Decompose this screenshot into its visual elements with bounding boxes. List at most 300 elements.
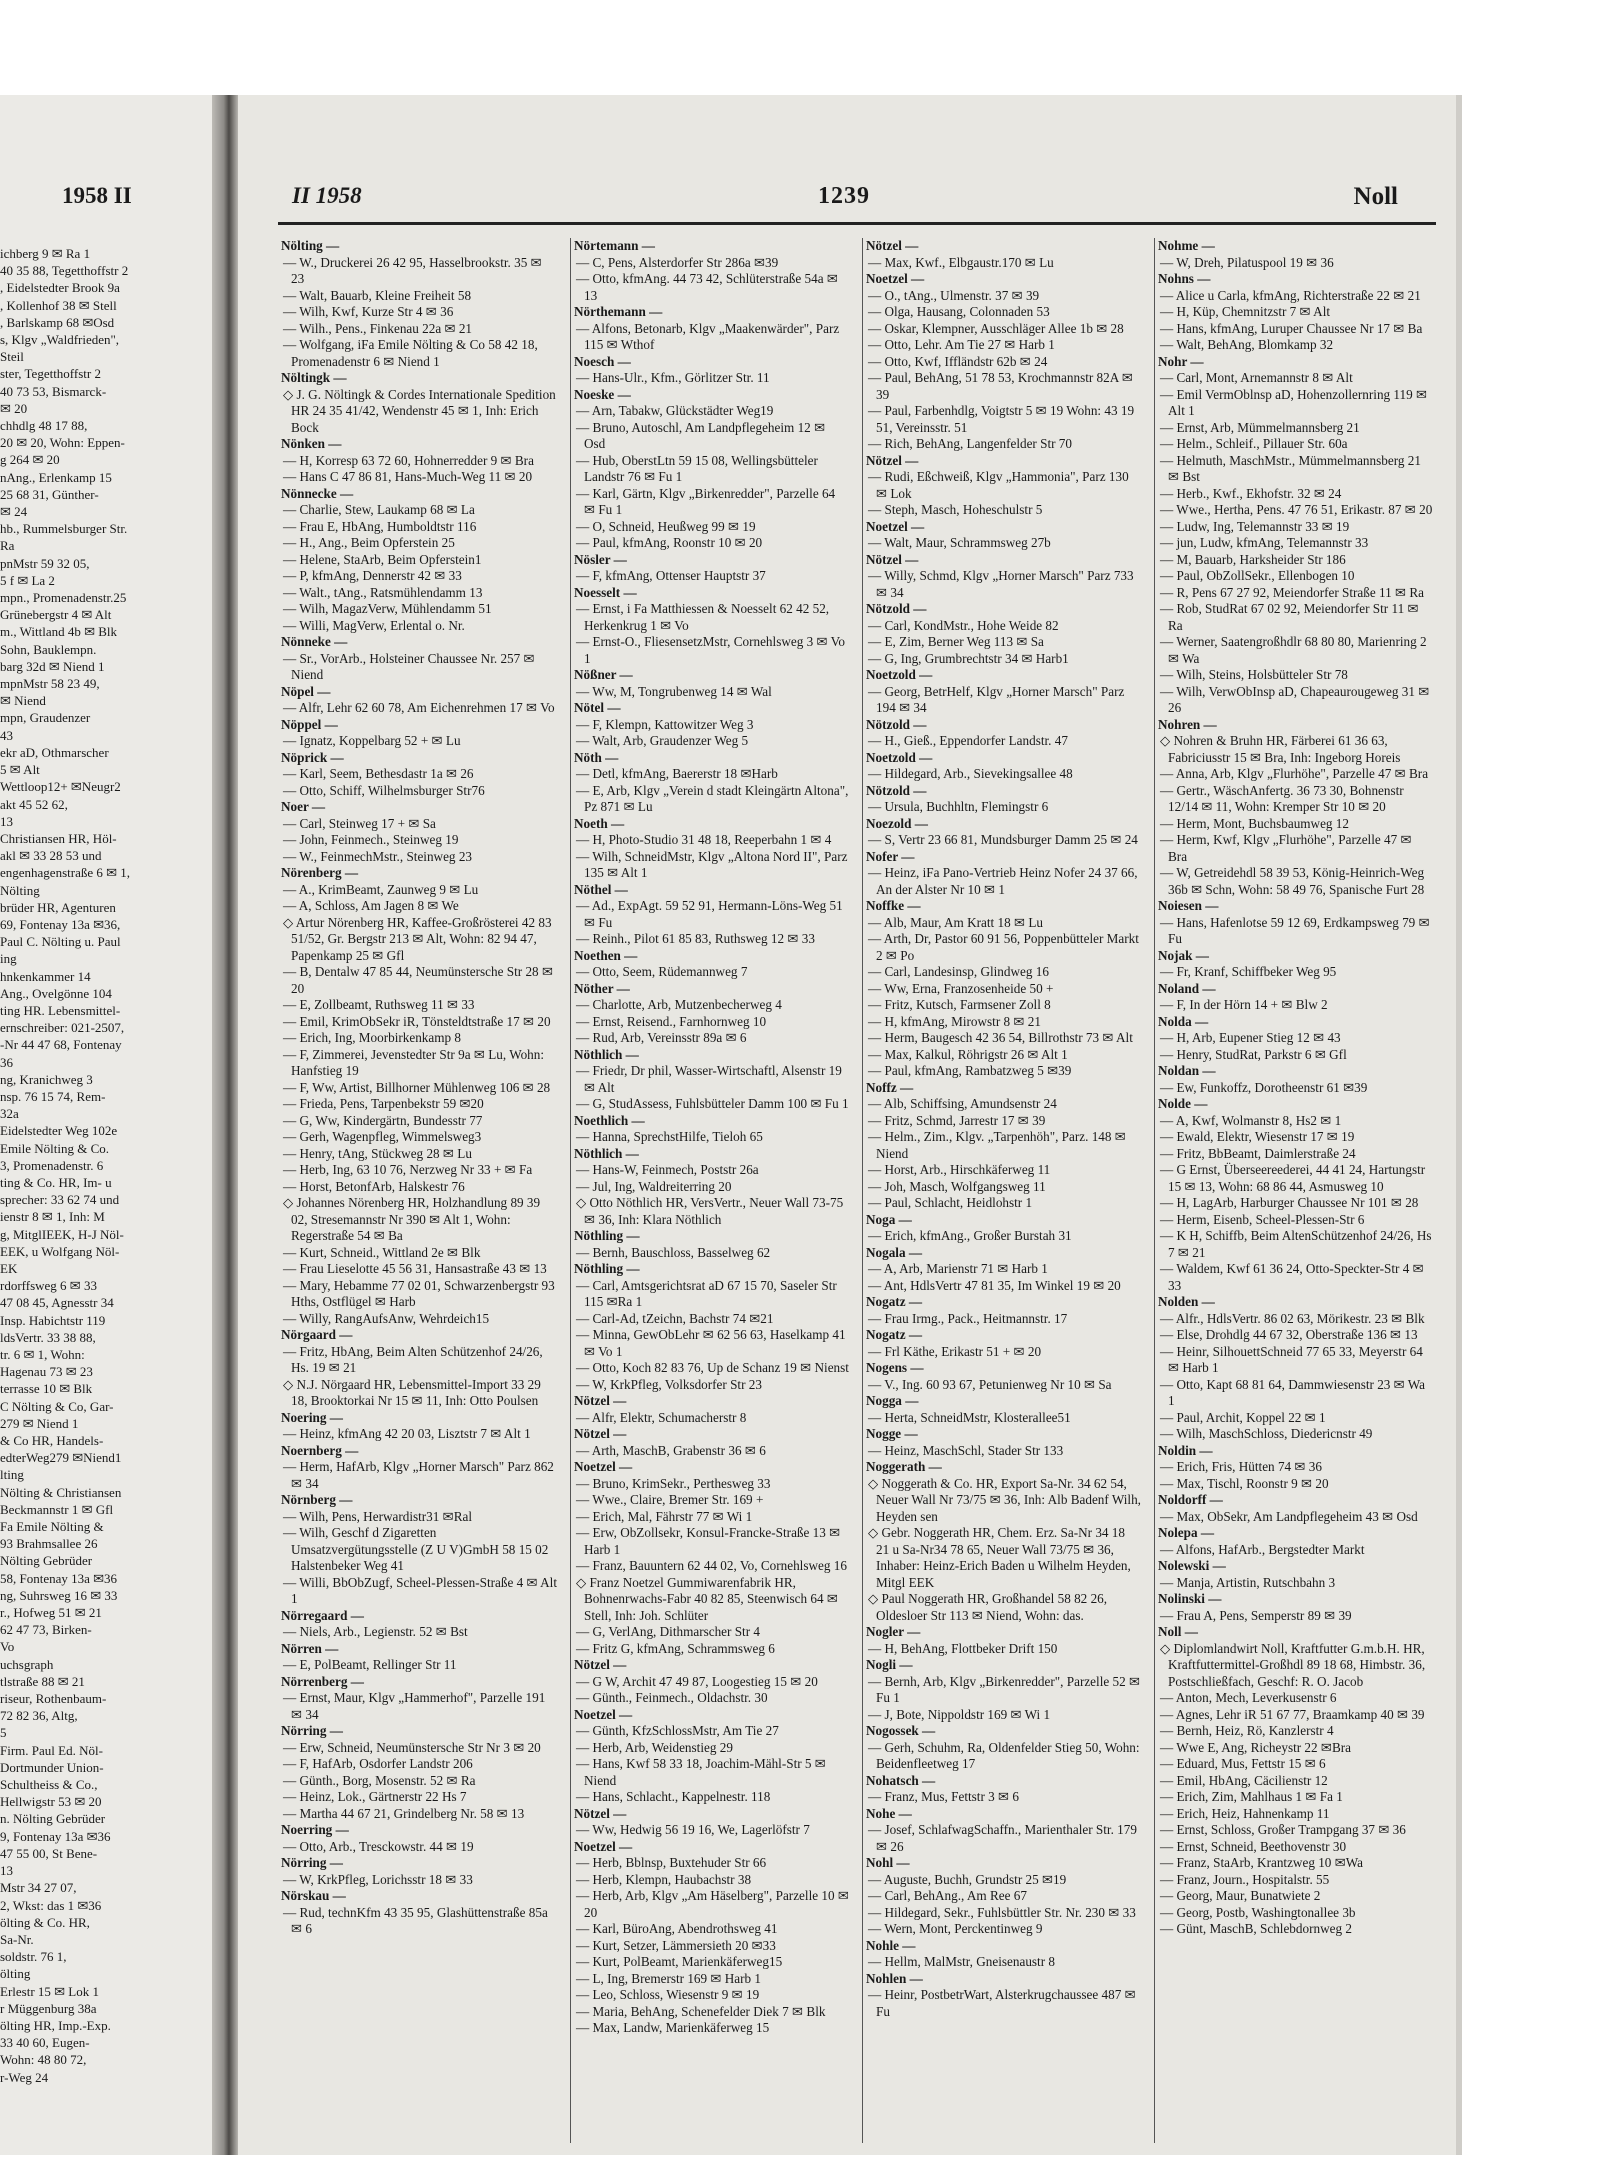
directory-entry: — Oskar, Klempner, Ausschläger Allee 1b ✉ 28: [868, 320, 1124, 336]
surname-heading: Nöprick —: [281, 749, 344, 765]
left-line: r-Weg 24: [0, 2069, 49, 2085]
directory-entry: — Otto, Schiff, Wilhelmsburger Str76: [283, 782, 485, 798]
directory-entry: — Herb, Ing, 63 10 76, Nerzweg Nr 33 + ✉ Fa: [283, 1162, 533, 1177]
directory-entry: — Willy, RangAufsAnw, Wehrdeich15: [283, 1310, 490, 1326]
directory-entry: — Herb., Kwf., Ekhofstr. 32 ✉ 24: [1160, 485, 1342, 501]
directory-entry: — Alb, Schiffsing, Amundsenstr 24: [868, 1096, 1057, 1111]
page-number: 1239: [818, 183, 870, 209]
surname-heading: Nöltingk —: [281, 370, 347, 385]
left-line: Eidelstedter Weg 102e: [0, 1123, 118, 1139]
directory-entry: — W., Druckerei 26 42 95, Hasselbrookstr. 35 ✉ 23: [283, 254, 542, 286]
surname-heading: Noetzel —: [866, 518, 925, 534]
left-line: r Müggenburg 38a: [0, 2000, 97, 2016]
directory-entry: — G, VerlAng, Dithmarscher Str 4: [576, 1624, 760, 1639]
left-line: ting & Co. HR, Im- u: [0, 1174, 112, 1190]
directory-entry: — Ursula, Buchhltn, Flemingstr 6: [868, 799, 1049, 814]
directory-entry: — Rud, Arb, Vereinsstr 89a ✉ 6: [576, 1030, 747, 1045]
directory-entry: — Carl, Steinweg 17 + ✉ Sa: [283, 815, 436, 831]
surname-heading: Nönnecke —: [281, 485, 354, 501]
directory-entry: — A, Kwf, Wolmanstr 8, Hs2 ✉ 1: [1160, 1112, 1342, 1128]
directory-entry: — Carl, Amtsgerichtsrat aD 67 15 70, Saseler Str 115 ✉Ra 1: [576, 1277, 837, 1309]
directory-entry: ◇ Otto Nöthlich HR, VersVertr., Neuer Wall 73-75 ✉ 36, Inh: Klara Nöthlich: [576, 1195, 844, 1227]
left-line: riseur, Rothenbaum-: [0, 1691, 107, 1707]
left-line: n. Nölting Gebrüder: [0, 1811, 106, 1827]
surname-heading: Nötzold —: [866, 782, 927, 798]
directory-entry: — Willi, MagVerw, Erlental o. Nr.: [283, 617, 465, 633]
surname-heading: Nörrenberg —: [281, 1673, 364, 1689]
directory-entry: — Ant, HdlsVertr 47 81 35, Im Winkel 19 ✉ 20: [868, 1277, 1121, 1293]
directory-entry: — Detl, kfmAng, Baererstr 18 ✉Harb: [576, 766, 778, 781]
directory-entry: — Ernst-O., FliesensetzMstr, Cornehlsweg 3 ✉ Vo 1: [576, 634, 846, 666]
directory-entry: — Wilh, SchneidMstr, Klgv „Altona Nord II", Parz 135 ✉ Alt 1: [576, 848, 848, 880]
left-line: Beckmannstr 1 ✉ Gfl: [0, 1501, 114, 1517]
directory-entry: — Bernh, Arb, Klgv „Birkenredder", Parzelle 52 ✉ Fu 1: [868, 1673, 1141, 1705]
surname-heading: Nötzold —: [866, 716, 927, 732]
left-line: engenhagenstraße 6 ✉ 1,: [0, 865, 131, 881]
directory-entry: — Herta, SchneidMstr, Klosterallee51: [868, 1409, 1071, 1425]
surname-heading: Noetzel —: [574, 1838, 633, 1854]
directory-entry: — Paul, Farbenhdlg, Voigtstr 5 ✉ 19 Wohn: 43 19 51, Vereinsstr. 51: [868, 403, 1135, 435]
left-line: mpnMstr 58 23 49,: [0, 676, 100, 692]
surname-heading: Nörskau —: [281, 1888, 346, 1903]
left-line: Steil: [0, 349, 24, 365]
left-line: 62 47 73, Birken-: [0, 1622, 92, 1638]
directory-entry: — Wern, Mont, Perckentinweg 9: [868, 1921, 1043, 1936]
directory-entry: — Herb, Klempn, Haubachstr 38: [576, 1871, 752, 1887]
directory-entry: — Walt, BehAng, Blomkamp 32: [1160, 337, 1334, 352]
surname-heading: Nöther —: [574, 980, 630, 996]
left-line: 47 08 45, Agnesstr 34: [0, 1295, 114, 1311]
directory-entry: — Carl, Mont, Arnemannstr 8 ✉ Alt: [1160, 370, 1353, 385]
directory-entry: — Fritz, Schmd, Jarrestr 17 ✉ 39: [868, 1112, 1046, 1128]
directory-entry: ◇ Franz Noetzel Gummiwarenfabrik HR, Bohnenrwachs-Fabr 40 82 85, Steenwisch 64 ✉ Stell, Inh: Joh. Schlüter: [576, 1574, 838, 1623]
left-line: 69, Fontenay 13a ✉36,: [0, 916, 121, 932]
left-line: Paul C. Nölting u. Paul: [0, 934, 121, 950]
directory-entry: — Fritz, BbBeamt, Daimlerstraße 24: [1160, 1145, 1356, 1161]
directory-entry: — R, Pens 67 27 92, Meiendorfer Straße 11 ✉ Ra: [1160, 584, 1425, 600]
surname-heading: Noetzel —: [574, 1706, 633, 1722]
surname-heading: Nolepa —: [1158, 1525, 1215, 1540]
left-line: 5 ✉ Alt: [0, 762, 40, 778]
directory-entry: — Heinz, MaschSchl, Stader Str 133: [868, 1442, 1064, 1458]
column-3: [862, 238, 1144, 2143]
left-line: soldstr. 76 1,: [0, 1949, 67, 1965]
directory-entry: — Henry, StudRat, Parkstr 6 ✉ Gfl: [1160, 1046, 1347, 1062]
directory-entry: — Hans, Hafenlotse 59 12 69, Erdkampsweg 79 ✉ Fu: [1160, 914, 1430, 946]
directory-entry: — Agnes, Lehr iR 51 67 77, Braamkamp 40 ✉ 39: [1160, 1706, 1425, 1722]
left-line: Dortmunder Union-: [0, 1759, 104, 1775]
directory-entry: — Rud, technKfm 43 35 95, Glashüttenstraße 85a ✉ 6: [283, 1904, 548, 1936]
left-line: 25 68 31, Günther-: [0, 486, 99, 502]
surname-heading: Noerring —: [281, 1822, 349, 1837]
directory-entry: — Rob, StudRat 67 02 92, Meiendorfer Str 11 ✉ Ra: [1160, 601, 1419, 633]
left-line: g 264 ✉ 20: [0, 452, 60, 468]
directory-entry: — Henry, tAng, Stückweg 28 ✉ Lu: [283, 1145, 472, 1161]
directory-entry: — Hans-Ulr., Kfm., Görlitzer Str. 11: [576, 370, 770, 385]
directory-entry: — Herb, Arb, Weidenstieg 29: [576, 1739, 733, 1755]
left-line: m., Wittland 4b ✉ Blk: [0, 624, 118, 640]
directory-entry: — Frau Lieselotte 45 56 31, Hansastraße 43 ✉ 13: [283, 1261, 547, 1276]
left-line: & Co HR, Handels-: [0, 1433, 104, 1449]
directory-entry: — Josef, SchlafwagSchaffn., Marienthaler Str. 179 ✉ 26: [868, 1822, 1137, 1854]
surname-heading: Noeth —: [574, 815, 625, 831]
directory-entry: — Günt, MaschB, Schlebdornweg 2: [1160, 1921, 1352, 1936]
directory-entry: — Ewald, Elektr, Wiesenstr 17 ✉ 19: [1160, 1129, 1355, 1144]
directory-entry: — Manja, Artistin, Rutschbahn 3: [1160, 1574, 1336, 1590]
directory-entry: — G W, Archit 47 49 87, Loogestieg 15 ✉ 20: [576, 1673, 818, 1689]
directory-entry: — W, KrkPfleg, Lorichsstr 18 ✉ 33: [283, 1871, 473, 1887]
directory-entry: — Anna, Arb, Klgv „Flurhöhe", Parzelle 47 ✉ Bra: [1160, 766, 1429, 781]
directory-entry: — Frau Irmg., Pack., Heitmannstr. 17: [868, 1310, 1068, 1326]
directory-entry: — Emil, KrimObSekr iR, Tönsteldtstraße 17 ✉ 20: [283, 1013, 551, 1029]
directory-entry: — Walt, Arb, Graudenzer Weg 5: [576, 733, 749, 748]
directory-entry: — Carl-Ad, tZeichn, Bachstr 74 ✉21: [576, 1310, 774, 1326]
directory-entry: — W, Dreh, Pilatuspool 19 ✉ 36: [1160, 254, 1334, 270]
directory-entry: — Frieda, Pens, Tarpenbekstr 59 ✉20: [283, 1096, 484, 1111]
directory-entry: — John, Feinmech., Steinweg 19: [283, 832, 459, 847]
left-line: Wohn: 48 80 72,: [0, 2052, 87, 2068]
guide-word: Noll: [1353, 183, 1398, 210]
directory-entry: — H, LagArb, Harburger Chaussee Nr 101 ✉ 28: [1160, 1195, 1419, 1210]
left-line: lting: [0, 1467, 24, 1483]
directory-entry: — Franz, Bauuntern 62 44 02, Vo, Cornehlsweg 16: [576, 1558, 847, 1573]
surname-heading: Nogga —: [866, 1393, 919, 1408]
directory-entry: — jun, Ludw, kfmAng, Telemannstr 33: [1160, 535, 1369, 550]
left-line: C Nölting & Co, Gar-: [0, 1398, 114, 1414]
left-line: Hagenau 73 ✉ 23: [0, 1364, 93, 1380]
left-line: 58, Fontenay 13a ✉36: [0, 1570, 118, 1586]
left-line: ldsVertr. 33 38 88,: [0, 1329, 96, 1345]
surname-heading: Noer —: [281, 799, 326, 814]
surname-heading: Nolewski —: [1158, 1558, 1226, 1573]
directory-entry: — Otto, Kapt 68 81 64, Dammwiesenstr 23 ✉ Wa 1: [1160, 1376, 1426, 1408]
left-line: ✉ 24: [0, 504, 28, 520]
directory-entry: — Paul, Schlacht, Heidlohstr 1: [868, 1195, 1033, 1210]
directory-entry: — W., FeinmechMstr., Steinweg 23: [283, 848, 473, 864]
directory-entry: — F, Zimmerei, Jevenstedter Str 9a ✉ Lu, Wohn: Hanfstieg 19: [283, 1046, 545, 1078]
left-line: Schultheiss & Co.,: [0, 1777, 98, 1793]
surname-heading: Nötzel —: [574, 1393, 627, 1408]
left-line: ting HR. Lebensmittel-: [0, 1002, 121, 1018]
directory-entry: — Walt., tAng., Ratsmühlendamm 13: [283, 584, 483, 600]
surname-heading: Nösler —: [574, 551, 627, 567]
directory-entry: — Helmuth, MaschMstr., Mümmelmannsberg 21 ✉ Bst: [1160, 452, 1421, 484]
directory-entry: — Steph, Masch, Hoheschulstr 5: [868, 502, 1043, 517]
directory-entry: — Helene, StaArb, Beim Opferstein1: [283, 551, 482, 567]
directory-entry: — Hub, OberstLtn 59 15 08, Wellingsbütteler Landstr 76 ✉ Fu 1: [576, 452, 818, 484]
surname-heading: Noga —: [866, 1211, 912, 1227]
directory-entry: — Alice u Carla, kfmAng, Richterstraße 22 ✉ 21: [1160, 287, 1421, 303]
directory-entry: — Bernh, Bauschloss, Basselweg 62: [576, 1244, 771, 1260]
directory-entry: — Helm., Schleif., Pillauer Str. 60a: [1160, 436, 1348, 451]
surname-heading: Nönken —: [281, 436, 342, 451]
surname-heading: Nöpel —: [281, 683, 331, 699]
left-line: hb., Rummelsburger Str.: [0, 521, 128, 537]
directory-entry: — Carl, Landesinsp, Glindweg 16: [868, 964, 1049, 979]
directory-entry: — Kurt, Setzer, Lämmersieth 20 ✉33: [576, 1937, 776, 1953]
directory-entry: — Wilh, VerwObInsp aD, Chapeaurougeweg 31 ✉ 26: [1160, 683, 1430, 715]
column-2: [570, 238, 852, 2143]
surname-heading: Noernberg —: [281, 1442, 359, 1458]
left-line: , Kollenhof 38 ✉ Stell: [0, 297, 117, 313]
surname-heading: Nötzel —: [866, 551, 919, 567]
directory-entry: — Emil, HbAng, Cäcilienstr 12: [1160, 1772, 1328, 1788]
directory-entry: — M, Bauarb, Harksheider Str 186: [1160, 551, 1346, 567]
book-gutter: [212, 95, 238, 2155]
directory-entry: — W, KrkPfleg, Volksdorfer Str 23: [576, 1376, 762, 1392]
left-line: Nölting Gebrüder: [0, 1553, 93, 1569]
left-line: Ang., Ovelgönne 104: [0, 985, 112, 1001]
directory-entry: — E, Zollbeamt, Ruthsweg 11 ✉ 33: [283, 997, 475, 1012]
left-line: nAng., Erlenkamp 15: [0, 469, 112, 485]
surname-heading: Nohr —: [1158, 353, 1204, 369]
surname-heading: Noesch —: [574, 353, 631, 369]
left-line: Wettloop12+ ✉Neugr2: [0, 779, 121, 795]
directory-entry: — Werner, Saatengroßhdlr 68 80 80, Marienring 2 ✉ Wa: [1160, 634, 1427, 666]
left-line: 40 73 53, Bismarck-: [0, 383, 107, 399]
left-line: terrasse 10 ✉ Blk: [0, 1381, 93, 1397]
left-line: 5: [0, 1725, 7, 1741]
directory-entry: — Paul, kfmAng, Roonstr 10 ✉ 20: [576, 535, 763, 550]
column-4: [1154, 238, 1436, 2143]
directory-entry: — Alfr, Elektr, Schumacherstr 8: [576, 1409, 747, 1425]
directory-entry: — Bruno, Autoschl, Am Landpflegeheim 12 ✉ Osd: [576, 419, 826, 451]
directory-entry: — Heinr, SilhouettSchneid 77 65 33, Meyerstr 64 ✉ Harb 1: [1160, 1343, 1423, 1375]
directory-entry: — Ww, Hedwig 56 19 16, We, Lagerlöfstr 7: [576, 1822, 810, 1837]
directory-entry: — Wolfgang, iFa Emile Nölting & Co 58 42 18, Promenadenstr 6 ✉ Niend 1: [283, 337, 538, 369]
directory-entry: — Erich, Mal, Fährstr 77 ✉ Wi 1: [576, 1508, 753, 1524]
directory-entry: — F, HafArb, Osdorfer Landstr 206: [283, 1756, 473, 1771]
left-line: Sa-Nr.: [0, 1931, 34, 1947]
surname-heading: Nöthling —: [574, 1261, 640, 1276]
directory-entry: — Gertr., WäschAnfertg. 36 73 30, Bohnenstr 12/14 ✉ 11, Wohn: Kremper Str 10 ✉ 20: [1160, 782, 1404, 814]
directory-entry: — Erich, Ing, Moorbirkenkamp 8: [283, 1030, 461, 1045]
left-line: Fa Emile Nölting &: [0, 1519, 104, 1535]
directory-entry: — Max, Kwf., Elbgaustr.170 ✉ Lu: [868, 254, 1054, 270]
directory-entry: — Herm, Kwf, Klgv „Flurhöhe", Parzelle 47 ✉ Bra: [1160, 832, 1412, 864]
surname-heading: Noethlich —: [574, 1112, 645, 1128]
directory-entry: — Friedr, Dr phil, Wasser-Wirtschaftl, Alsenstr 19 ✉ Alt: [576, 1063, 842, 1095]
directory-entry: — Georg, Maur, Bunatwiete 2: [1160, 1888, 1321, 1903]
directory-entry: — Hans, Schlacht., Kappelnestr. 118: [576, 1789, 771, 1804]
directory-entry: — Hans-W, Feinmech, Poststr 26a: [576, 1162, 759, 1177]
left-line: barg 32d ✉ Niend 1: [0, 658, 105, 674]
surname-heading: Noggerath —: [866, 1459, 942, 1474]
left-line: Grünebergstr 4 ✉ Alt: [0, 607, 112, 623]
directory-entry: — Reinh., Pilot 61 85 83, Ruthsweg 12 ✉ 33: [576, 931, 815, 946]
surname-heading: Nofer —: [866, 848, 915, 864]
left-line: 279 ✉ Niend 1: [0, 1415, 79, 1431]
directory-entry: — Alfons, Betonarb, Klgv „Maakenwärder", Parz 115 ✉ Wthof: [576, 320, 840, 352]
directory-entry: — Ad., ExpAgt. 59 52 91, Hermann-Löns-Weg 51 ✉ Fu: [576, 898, 843, 930]
directory-entry: — Frau A, Pens, Semperstr 89 ✉ 39: [1160, 1607, 1352, 1623]
left-line: EEK, u Wolfgang Nöl-: [0, 1243, 120, 1259]
directory-entry: — A., KrimBeamt, Zaunweg 9 ✉ Lu: [283, 881, 479, 897]
surname-heading: Nöth —: [574, 749, 619, 765]
surname-heading: Nötel —: [574, 700, 621, 715]
directory-entry: — Minna, GewObLehr ✉ 62 56 63, Haselkamp 41 ✉ Vo 1: [576, 1327, 846, 1359]
directory-entry: — C, Pens, Alsterdorfer Str 286a ✉39: [576, 254, 779, 270]
directory-entry: — Horst, Arb., Hirschkäferweg 11: [868, 1162, 1051, 1177]
directory-entry: — Hans, kfmAng, Luruper Chaussee Nr 17 ✉ Ba: [1160, 320, 1423, 336]
directory-entry: — F, Ww, Artist, Billhorner Mühlenweg 106 ✉ 28: [283, 1079, 551, 1095]
directory-entry: — Ww, M, Tongrubenweg 14 ✉ Wal: [576, 683, 772, 699]
directory-entry: — Charlie, Stew, Laukamp 68 ✉ La: [283, 502, 475, 517]
directory-entry: — Ww, Erna, Franzosenheide 50 +: [868, 980, 1054, 996]
left-line: uchsgraph: [0, 1656, 54, 1672]
surname-heading: Nogatz —: [866, 1327, 923, 1342]
directory-entry: — Ludw, Ing, Telemannstr 33 ✉ 19: [1160, 518, 1350, 534]
directory-entry: — Charlotte, Arb, Mutzenbecherweg 4: [576, 997, 782, 1012]
directory-entry: — Gerh, Schuhm, Ra, Oldenfelder Stieg 50, Wohn: Beidenfleetweg 17: [868, 1739, 1140, 1771]
surname-heading: Noffke —: [866, 898, 921, 913]
directory-entry: — Otto, Kwf, Iffländstr 62b ✉ 24: [868, 353, 1048, 369]
directory-entry: — Eduard, Mus, Fettstr 15 ✉ 6: [1160, 1756, 1326, 1771]
directory-entry: — Günth., Borg, Mosenstr. 52 ✉ Ra: [283, 1772, 476, 1788]
directory-entry: — A, Arb, Marienstr 71 ✉ Harb 1: [868, 1261, 1048, 1276]
directory-entry: — H, Küp, Chemnitzstr 7 ✉ Alt: [1160, 304, 1331, 319]
directory-entry: — Ignatz, Koppelbarg 52 + ✉ Lu: [283, 733, 461, 748]
surname-heading: Nönneke —: [281, 634, 348, 649]
left-line: 32a: [0, 1106, 19, 1122]
left-line: ekr aD, Othmarscher: [0, 744, 109, 760]
directory-entry: — Arth, MaschB, Grabenstr 36 ✉ 6: [576, 1442, 766, 1458]
directory-entry: — Wilh, Kwf, Kurze Str 4 ✉ 36: [283, 304, 454, 319]
directory-entry: — Ernst, Arb, Mümmelmannsberg 21: [1160, 419, 1360, 435]
surname-heading: Nogler —: [866, 1624, 921, 1639]
directory-entry: — W, Getreidehdl 58 39 53, König-Heinrich-Weg 36b ✉ Schn, Wohn: 58 49 76, Spanische Furt 28: [1160, 865, 1425, 897]
left-line: ienstr 8 ✉ 1, Inh: M: [0, 1209, 105, 1225]
directory-entry: — Olga, Hausang, Colonnaden 53: [868, 304, 1050, 319]
directory-entry: — Sr., VorArb., Holsteiner Chaussee Nr. 257 ✉ Niend: [283, 650, 535, 682]
left-line: Sohn, Bauklempn.: [0, 641, 97, 657]
directory-entry: — Fr, Kranf, Schiffbeker Weg 95: [1160, 964, 1337, 979]
directory-entry: — Bruno, KrimSekr., Perthesweg 33: [576, 1475, 771, 1491]
surname-heading: Nörtemann —: [574, 238, 655, 253]
surname-heading: Noetzel —: [574, 1459, 633, 1474]
directory-entry: — Wilh, MaschSchloss, Diedericnstr 49: [1160, 1426, 1373, 1441]
directory-entry: — H., Ang., Beim Opferstein 25: [283, 535, 455, 550]
surname-heading: Nörring —: [281, 1855, 343, 1870]
column-1: [278, 238, 560, 2143]
directory-entry: — Günth, KfzSchlossMstr, Am Tie 27: [576, 1723, 779, 1738]
surname-heading: Nohle —: [866, 1937, 916, 1953]
directory-entry: — Erw, ObZollsekr, Konsul-Francke-Straße 13 ✉ Harb 1: [576, 1525, 841, 1557]
directory-entry: — Herm, HafArb, Klgv „Horner Marsch" Parz 862 ✉ 34: [283, 1459, 554, 1491]
directory-page: [238, 95, 1456, 2155]
surname-heading: Nogala —: [866, 1244, 923, 1260]
directory-entry: — Otto, kfmAng. 44 73 42, Schlüterstraße 54a ✉ 13: [576, 271, 838, 303]
surname-heading: Nohe —: [866, 1805, 912, 1821]
left-line: s, Klgv „Waldfrieden",: [0, 332, 120, 348]
directory-entry: — Helm., Zim., Klgv. „Tarpenhöh", Parz. 148 ✉ Niend: [868, 1129, 1126, 1161]
directory-entry: — Arn, Tabakw, Glückstädter Weg19: [576, 403, 774, 418]
surname-heading: Nölting —: [281, 238, 340, 253]
left-line: -Nr 44 47 68, Fontenay: [0, 1037, 122, 1053]
directory-entry: — Paul, kfmAng, Rambatzweg 5 ✉39: [868, 1063, 1072, 1078]
left-line: rdorffsweg 6 ✉ 33: [0, 1278, 97, 1294]
left-line: Nölting: [0, 882, 40, 898]
directory-entry: — Max, Kalkul, Röhrigstr 26 ✉ Alt 1: [868, 1046, 1068, 1062]
surname-heading: Nojak —: [1158, 947, 1209, 963]
directory-entry: — Walt, Maur, Schrammsweg 27b: [868, 535, 1051, 550]
surname-heading: Noland —: [1158, 980, 1216, 996]
left-page-column: [0, 245, 210, 2086]
surname-heading: Noldin —: [1158, 1442, 1213, 1458]
directory-entry: — Alfr., HdlsVertr. 86 02 63, Mörikestr. 23 ✉ Blk: [1160, 1310, 1425, 1326]
directory-entry: — Herb, Arb, Klgv „Am Häselberg", Parzelle 10 ✉ 20: [576, 1888, 849, 1920]
surname-heading: Noetzel —: [866, 271, 925, 286]
directory-entry: — Otto, Arb., Tresckowstr. 44 ✉ 19: [283, 1838, 474, 1854]
left-line: 20 ✉ 20, Wohn: Eppen-: [0, 435, 125, 451]
surname-heading: Nörregaard —: [281, 1607, 364, 1623]
directory-entry: — J, Bote, Nippoldstr 169 ✉ Wi 1: [868, 1706, 1051, 1722]
left-line: r., Hofweg 51 ✉ 21: [0, 1605, 102, 1621]
left-line: nsp. 76 15 74, Rem-: [0, 1088, 106, 1104]
directory-entry: — Ernst, Reisend., Farnhornweg 10: [576, 1013, 767, 1029]
directory-entry: — G Ernst, Überseereederei, 44 41 24, Hartungstr 15 ✉ 13, Wohn: 68 86 44, Asmusweg 10: [1160, 1162, 1426, 1194]
left-line: g, MitglIEEK, H-J Nöl-: [0, 1226, 124, 1242]
directory-entry: — Wwe E, Ang, Richeystr 22 ✉Bra: [1160, 1739, 1352, 1755]
left-line: ✉ 20: [0, 400, 28, 416]
left-line: 36: [0, 1054, 13, 1070]
surname-heading: Nolda —: [1158, 1013, 1209, 1029]
surname-heading: Nohme —: [1158, 238, 1215, 253]
directory-entry: — H, kfmAng, Mirowstr 8 ✉ 21: [868, 1013, 1041, 1029]
left-line: Firm. Paul Ed. Nöl-: [0, 1742, 103, 1758]
left-page-fragment: [0, 95, 212, 2155]
left-line: hnkenkammer 14: [0, 968, 91, 984]
surname-heading: Noetzold —: [866, 667, 933, 682]
left-line: 2, Wkst: das 1 ✉36: [0, 1897, 102, 1913]
directory-entry: — Niels, Arb., Legienstr. 52 ✉ Bst: [283, 1624, 468, 1639]
surname-heading: Nogli —: [866, 1657, 913, 1672]
left-line: 40 35 88, Tegetthoffstr 2: [0, 263, 129, 279]
surname-heading: Noethen —: [574, 947, 638, 963]
directory-entry: — Hanna, SprechstHilfe, Tieloh 65: [576, 1129, 763, 1144]
surname-heading: Nöthlich —: [574, 1046, 639, 1062]
directory-entry: — Carl, KondMstr., Hohe Weide 82: [868, 617, 1059, 633]
left-line: Ra: [0, 538, 15, 554]
surname-heading: Nohren —: [1158, 716, 1217, 732]
left-running-head: 1958 II: [62, 183, 132, 208]
left-line: mpn., Promenadenstr.25: [0, 590, 127, 606]
surname-heading: Nolden —: [1158, 1294, 1215, 1309]
left-line: Insp. Habichtstr 119: [0, 1312, 106, 1328]
surname-heading: Nötzold —: [866, 601, 927, 616]
left-line: brüder HR, Agenturen: [0, 899, 116, 915]
left-line: ster, Tegetthoffstr 2: [0, 366, 101, 382]
directory-entry: — Wwe., Claire, Bremer Str. 169 +: [576, 1492, 764, 1507]
directory-entry: — Kurt, PolBeamt, Marienkäferweg15: [576, 1954, 783, 1969]
surname-heading: Nörenberg —: [281, 865, 359, 880]
directory-entry: — Erich, kfmAng., Großer Burstah 31: [868, 1228, 1072, 1243]
directory-entry: — E, PolBeamt, Rellinger Str 11: [283, 1657, 457, 1672]
surname-heading: Noiesen —: [1158, 898, 1219, 913]
left-line: Emile Nölting & Co.: [0, 1140, 110, 1156]
left-line: ichberg 9 ✉ Ra 1: [0, 246, 91, 261]
directory-entry: — Franz, StaArb, Krantzweg 10 ✉Wa: [1160, 1855, 1363, 1870]
directory-entry: — Wilh., Pens., Finkenau 22a ✉ 21: [283, 320, 473, 336]
left-line: pnMstr 59 32 05,: [0, 555, 90, 571]
surname-heading: Noll —: [1158, 1624, 1198, 1639]
surname-heading: Nöppel —: [281, 716, 338, 732]
left-line: , Barlskamp 68 ✉Osd: [0, 314, 115, 330]
page-label: II 1958: [292, 183, 362, 208]
directory-entry: — F, Klempn, Kattowitzer Weg 3: [576, 716, 754, 732]
directory-entry: — Else, Drohdlg 44 67 32, Oberstraße 136 ✉ 13: [1160, 1327, 1418, 1342]
directory-entry: — Paul, Archit, Koppel 22 ✉ 1: [1160, 1409, 1326, 1425]
